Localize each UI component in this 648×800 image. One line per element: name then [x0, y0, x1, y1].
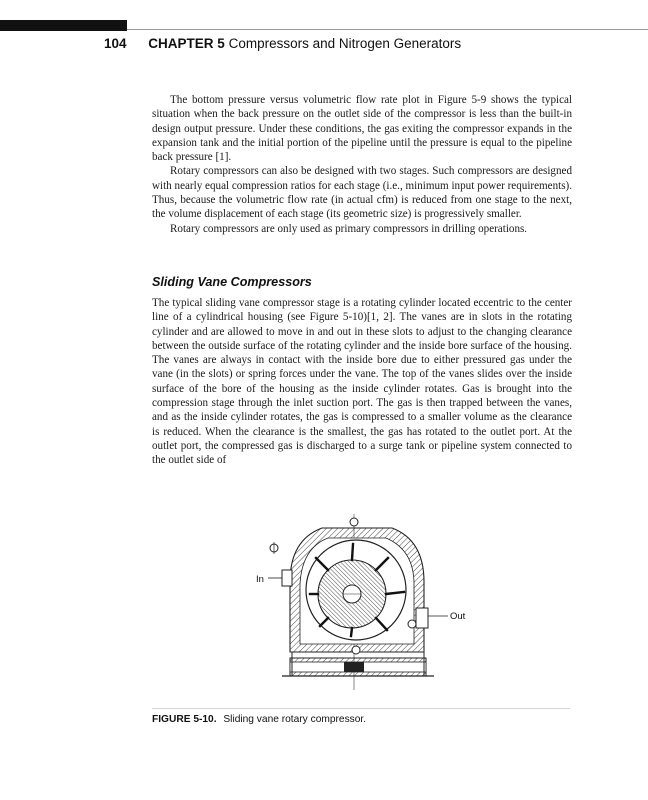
paragraph: Rotary compressors can also be designed with two stages. Such compressors are designed with nearly equal compression ratios for each stage (i.e., minimum input power requirements). Thus, because the volumetric flow rate (in actual cfm) is reduced from one stage to the next, the volume displacement of each stage (its geometric size) is progressively smaller.	[152, 165, 572, 221]
page-number: 104	[104, 36, 127, 51]
intro-text-block	[152, 93, 572, 236]
label-out: Out	[450, 611, 466, 622]
base-mount-block	[344, 662, 364, 672]
paragraph: The bottom pressure versus volumetric flow rate plot in Figure 5-9 shows the typical situation when the back pressure on the outlet side of the compressor is less than the built-in design output pressure. Under these conditions, the gas exiting the compressor expands in the expansion tank and the initial portion of the pipeline until the pressure is equal to the pipeline back pressure [1].	[152, 94, 572, 164]
caption-rule	[152, 708, 570, 709]
base-frame	[282, 652, 434, 676]
chapter-title: Compressors and Nitrogen Generators	[228, 36, 462, 51]
chapter-label: CHAPTER 5	[148, 36, 225, 51]
inlet-port	[268, 542, 292, 586]
label-in: In	[256, 574, 264, 585]
caption-text: Sliding vane rotary compressor.	[223, 714, 367, 725]
paragraph: The typical sliding vane compressor stage is a rotating cylinder located eccentric to the center line of a cylindrical housing (see Figure 5-10)[1, 2]. The vanes are in slots in the rotating cylinder and are allowed to move in and out in these slots to adjust to the changing clearance between the outside surface of the rotating cylinder and the inside bore surface of the housing. The vanes are always in contact with the inside bore due to either pressured gas under the vane (in the slots) or spring forces under the vane. The top of the vanes slides over the inside surface of the bore of the housing as the inside cylinder rotates. Gas is brought into the compression stage through the inlet suction port. The gas is then trapped between the vanes, and as the inside cylinder rotates, the gas is compressed to a smaller volume as the clearance is reduced. When the clearance is the smallest, the gas has rotated to the outlet port. At the outlet port, the compressed gas is discharged to a surge tank or pipeline system connected to the outlet side of	[152, 297, 572, 467]
running-header	[104, 36, 461, 51]
compressor-figure	[252, 512, 472, 692]
header-black-bar	[0, 20, 127, 31]
section-heading: Sliding Vane Compressors	[152, 275, 312, 289]
header-rule	[127, 29, 648, 30]
sliding-vane-text-block	[152, 296, 572, 468]
compressor-diagram	[252, 512, 472, 692]
figure-caption	[152, 714, 366, 725]
caption-label: FIGURE 5-10.	[152, 714, 217, 725]
paragraph: Rotary compressors are only used as primary compressors in drilling operations.	[170, 222, 528, 235]
